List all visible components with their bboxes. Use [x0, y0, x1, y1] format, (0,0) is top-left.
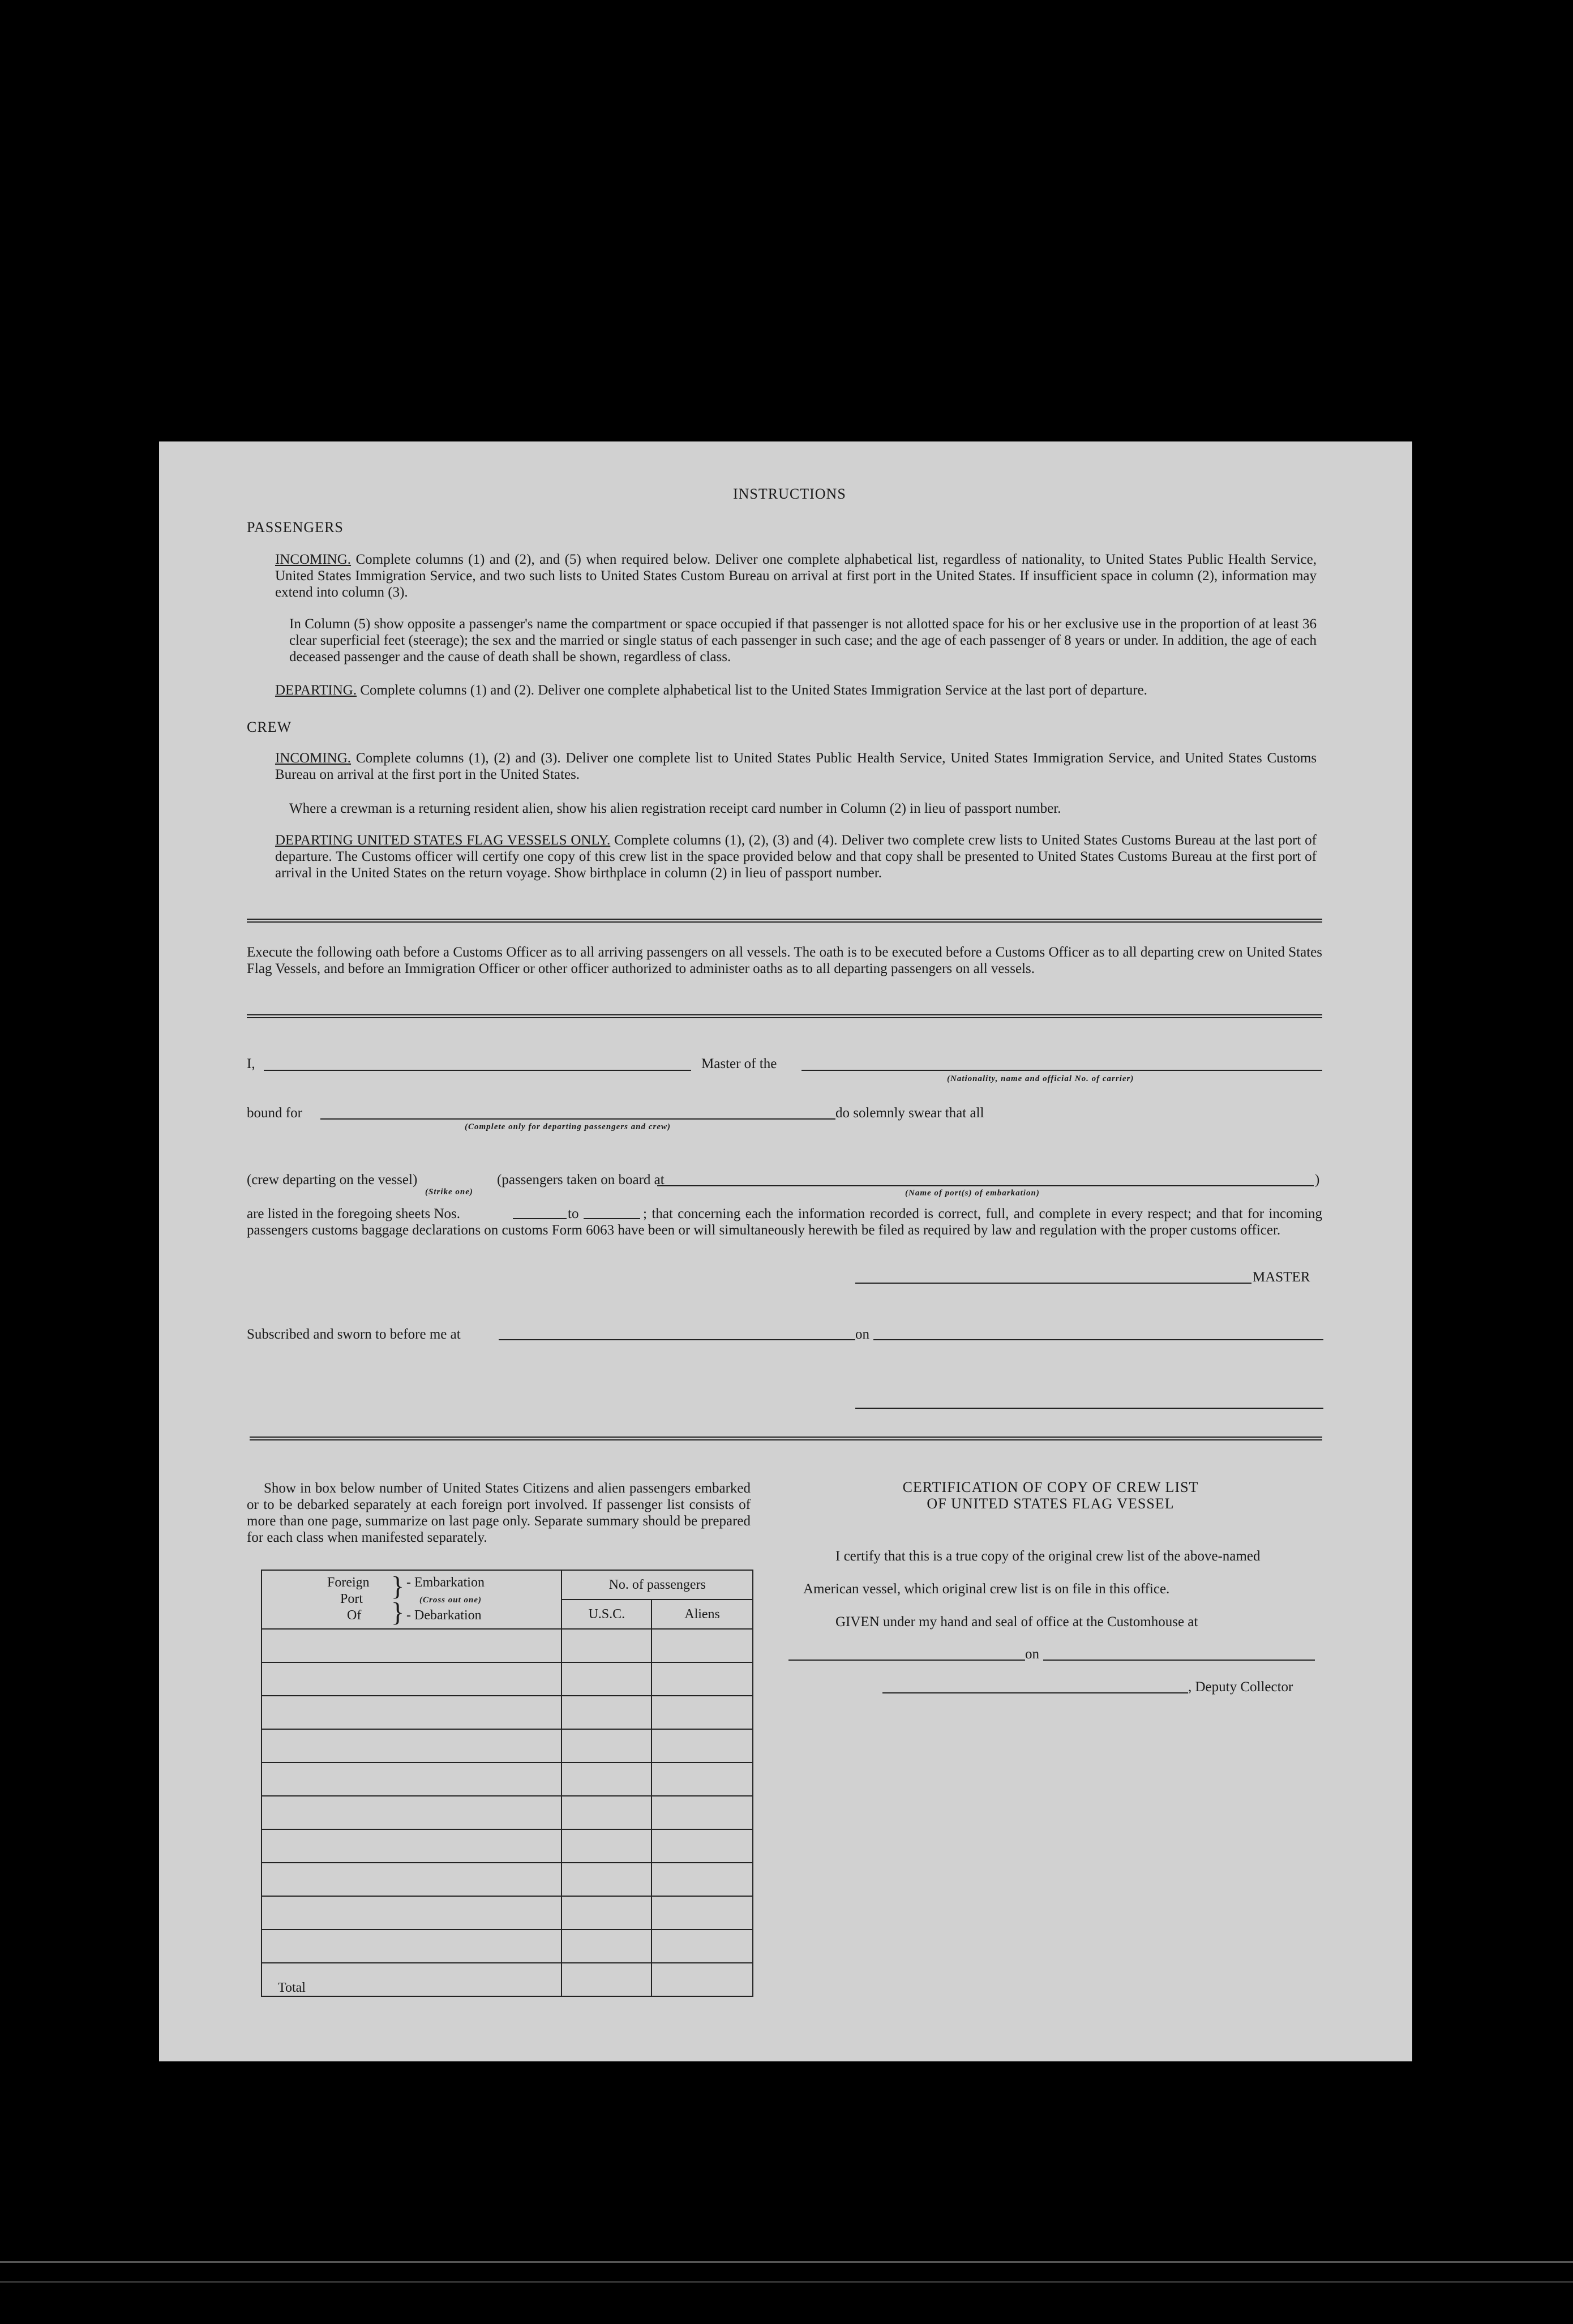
port-cell[interactable] [262, 1829, 562, 1863]
table-row [262, 1796, 753, 1829]
usc-cell[interactable] [562, 1729, 652, 1763]
strike-one-note: (Strike one) [425, 1187, 473, 1197]
certification-subtitle: OF UNITED STATES FLAG VESSEL [927, 1495, 1175, 1512]
port-cell[interactable] [262, 1896, 562, 1929]
usc-cell[interactable] [562, 1929, 652, 1963]
crew-departing [275, 832, 1317, 881]
table-row [262, 1863, 753, 1896]
nationality-note: (Nationality, name and official No. of carrier) [947, 1074, 1134, 1083]
sworn-location-field[interactable] [499, 1339, 855, 1340]
of-label: Of [347, 1608, 362, 1623]
crew-incoming-text: Complete columns (1), (2) and (3). Deliver one complete list to United States Public Health Service, United States Immigration Service, and United States Customs Bureau on arrival at the first port in the United States. [275, 751, 1317, 782]
subscribed-label: Subscribed and sworn to before me at [247, 1327, 461, 1342]
oath-i-label: I, [247, 1056, 255, 1071]
port-cell[interactable] [262, 1929, 562, 1963]
carrier-field[interactable] [801, 1070, 1322, 1071]
passenger-summary-table [261, 1570, 753, 1997]
table-row [262, 1929, 753, 1963]
summary-instructions: Show in box below number of United States Citizens and alien passengers embarked or to be debarked separately at each foreign port involved. If passenger list consists of more than one page, summarize on last page only. Separate summary should be prepared for each class when manifested separately. [247, 1481, 751, 1545]
passengers-departing-text: Complete columns (1) and (2). Deliver one complete alphabetical list to the United States Immigration Service at the last port of departure. [360, 683, 1147, 698]
brace-bottom: } [391, 1597, 405, 1627]
aliens-cell[interactable] [652, 1763, 753, 1796]
official-signature-field[interactable] [855, 1408, 1323, 1409]
table-row [262, 1696, 753, 1729]
scan-artifact-line [0, 2281, 1573, 2283]
crew-resident-text: Where a crewman is a returning resident alien, show his alien registration receipt card number in Column (2) in lieu of passport number. [289, 801, 1061, 816]
table-row [262, 1896, 753, 1929]
oath-intro: Execute the following oath before a Customs Officer as to all arriving passengers on all vessels. The oath is to be executed before a Customs Officer as to all departing crew on United States Flag Vessels, and before an Immigration Officer or other officer authorized to administer oaths as to all departing passengers on all vessels. [247, 945, 1322, 976]
embarkation-label: - Embarkation [406, 1575, 485, 1590]
crew-heading: CREW [247, 719, 292, 735]
usc-total-cell[interactable] [562, 1963, 652, 1996]
no-passengers-header: No. of passengers [562, 1570, 753, 1600]
section-divider [247, 1014, 1322, 1018]
crew-incoming [275, 750, 1317, 783]
deputy-signature-field[interactable] [882, 1692, 1188, 1693]
port-cell[interactable] [262, 1796, 562, 1829]
crew-departing-text: Complete columns (1), (2), (3) and (4). Deliver two complete crew lists to United States Customs Bureau at the last port of departure. The Customs officer will certify one copy of this crew list in the space provided below and that copy shall be presented to United States Customs Bureau at the first port of arrival in the United States on the return voyage. Show birthplace in column (2) in lieu of passport number. [275, 833, 1317, 881]
port-cell[interactable] [262, 1763, 562, 1796]
port-label: Port [340, 1592, 363, 1606]
aliens-cell[interactable] [652, 1629, 753, 1662]
table-row [262, 1829, 753, 1863]
table-row [262, 1729, 753, 1763]
master-name-field[interactable] [264, 1070, 691, 1071]
ports-note: (Name of port(s) of embarkation) [905, 1189, 1040, 1198]
section-divider [247, 919, 1322, 923]
complete-note: (Complete only for departing passengers and crew) [465, 1122, 671, 1131]
usc-cell[interactable] [562, 1796, 652, 1829]
certification-date-field[interactable] [1043, 1660, 1315, 1661]
summary-header-row [262, 1570, 753, 1600]
port-cell[interactable] [262, 1863, 562, 1896]
sworn-date-field[interactable] [873, 1339, 1323, 1340]
usc-cell[interactable] [562, 1763, 652, 1796]
total-row [262, 1963, 753, 1996]
passengers-incoming-text: Complete columns (1) and (2), and (5) when required below. Deliver one complete alphabetical list, regardless of nationality, to United States Public Health Service, United States Immigration Service, and two such lists to United States Custom Bureau on arrival at first port in the United States. If insufficient space in column (2), information may extend into column (3). [275, 552, 1317, 600]
port-cell[interactable] [262, 1696, 562, 1729]
listed-rest: ; that concerning each the information recorded is correct, full, and complete in every respect; and that for incoming passengers customs baggage declarations on customs Form 6063 have been or will simultaneously herewith be filed as required by law and regulation with the proper customs officer. [247, 1206, 1322, 1238]
aliens-cell[interactable] [652, 1896, 753, 1929]
aliens-cell[interactable] [652, 1829, 753, 1863]
total-label: Total [262, 1963, 562, 1996]
destination-field[interactable] [320, 1118, 835, 1120]
aliens-cell[interactable] [652, 1696, 753, 1729]
aliens-cell[interactable] [652, 1729, 753, 1763]
port-cell[interactable] [262, 1629, 562, 1662]
listed-prefix: are listed in the foregoing sheets Nos. [247, 1206, 460, 1221]
port-cell[interactable] [262, 1729, 562, 1763]
usc-cell[interactable] [562, 1662, 652, 1696]
customhouse-field[interactable] [788, 1660, 1025, 1661]
certification-line2: American vessel, which original crew list is on file in this office. [803, 1581, 1170, 1597]
bound-for-label: bound for [247, 1105, 302, 1121]
certification-title: CERTIFICATION OF COPY OF CREW LIST [902, 1479, 1199, 1495]
brace-top: } [391, 1571, 405, 1601]
swear-text: do solemnly swear that all [835, 1105, 984, 1121]
usc-cell[interactable] [562, 1696, 652, 1729]
passengers-taken-option: (passengers taken on board at [497, 1172, 665, 1187]
aliens-total-cell[interactable] [652, 1963, 753, 1996]
master-label: MASTER [1253, 1270, 1310, 1285]
passengers-departing-label: DEPARTING. [275, 683, 357, 698]
certification-line3: GIVEN under my hand and seal of office at the Customhouse at [835, 1614, 1198, 1630]
aliens-header: Aliens [652, 1600, 753, 1629]
deputy-collector-label: , Deputy Collector [1188, 1679, 1293, 1695]
crew-incoming-label: INCOMING. [275, 751, 352, 766]
aliens-cell[interactable] [652, 1796, 753, 1829]
certification-on-label: on [1025, 1646, 1039, 1662]
foreign-label: Foreign [327, 1575, 370, 1590]
usc-header: U.S.C. [562, 1600, 652, 1629]
debarkation-label: - Debarkation [406, 1608, 482, 1623]
passengers-incoming-label: INCOMING. [275, 552, 352, 567]
aliens-cell[interactable] [652, 1662, 753, 1696]
aliens-cell[interactable] [652, 1863, 753, 1896]
close-paren: ) [1315, 1172, 1320, 1187]
passengers-departing [275, 682, 1317, 698]
sworn-on-label: on [855, 1327, 869, 1342]
scan-artifact-line [0, 2261, 1573, 2263]
table-row [262, 1629, 753, 1662]
certification-line1: I certify that this is a true copy of the original crew list of the above-named [835, 1549, 1261, 1564]
usc-cell[interactable] [562, 1896, 652, 1929]
form-page [159, 441, 1412, 2061]
passengers-column5-text: In Column (5) show opposite a passenger's name the compartment or space occupied if that passenger is not allotted space for his or her exclusive use in the proportion of at least 36 clear superficial feet (steerage); the sex and the married or single status of each passenger in such case; and the age of each passenger of 8 years or under. In addition, the age of each deceased passenger and the cause of death shall be shown, regardless of class. [289, 616, 1317, 664]
cross-out-note: (Cross out one) [419, 1596, 482, 1605]
table-row [262, 1763, 753, 1796]
page-title: INSTRUCTIONS [733, 486, 846, 502]
crew-departing-label: DEPARTING UNITED STATES FLAG VESSELS ONLY. [275, 833, 611, 848]
aliens-cell[interactable] [652, 1929, 753, 1963]
to-label: to [568, 1206, 579, 1221]
master-of-label: Master of the [701, 1056, 777, 1071]
embarkation-ports-field[interactable] [657, 1185, 1314, 1186]
master-signature-field[interactable] [855, 1283, 1251, 1284]
port-cell[interactable] [262, 1662, 562, 1696]
crew-departing-option: (crew departing on the vessel) [247, 1172, 418, 1187]
usc-cell[interactable] [562, 1829, 652, 1863]
section-divider [250, 1437, 1322, 1440]
usc-cell[interactable] [562, 1863, 652, 1896]
passengers-incoming [275, 551, 1317, 601]
usc-cell[interactable] [562, 1629, 652, 1662]
foreign-port-header [262, 1570, 562, 1629]
table-row [262, 1662, 753, 1696]
passengers-heading: PASSENGERS [247, 519, 344, 535]
